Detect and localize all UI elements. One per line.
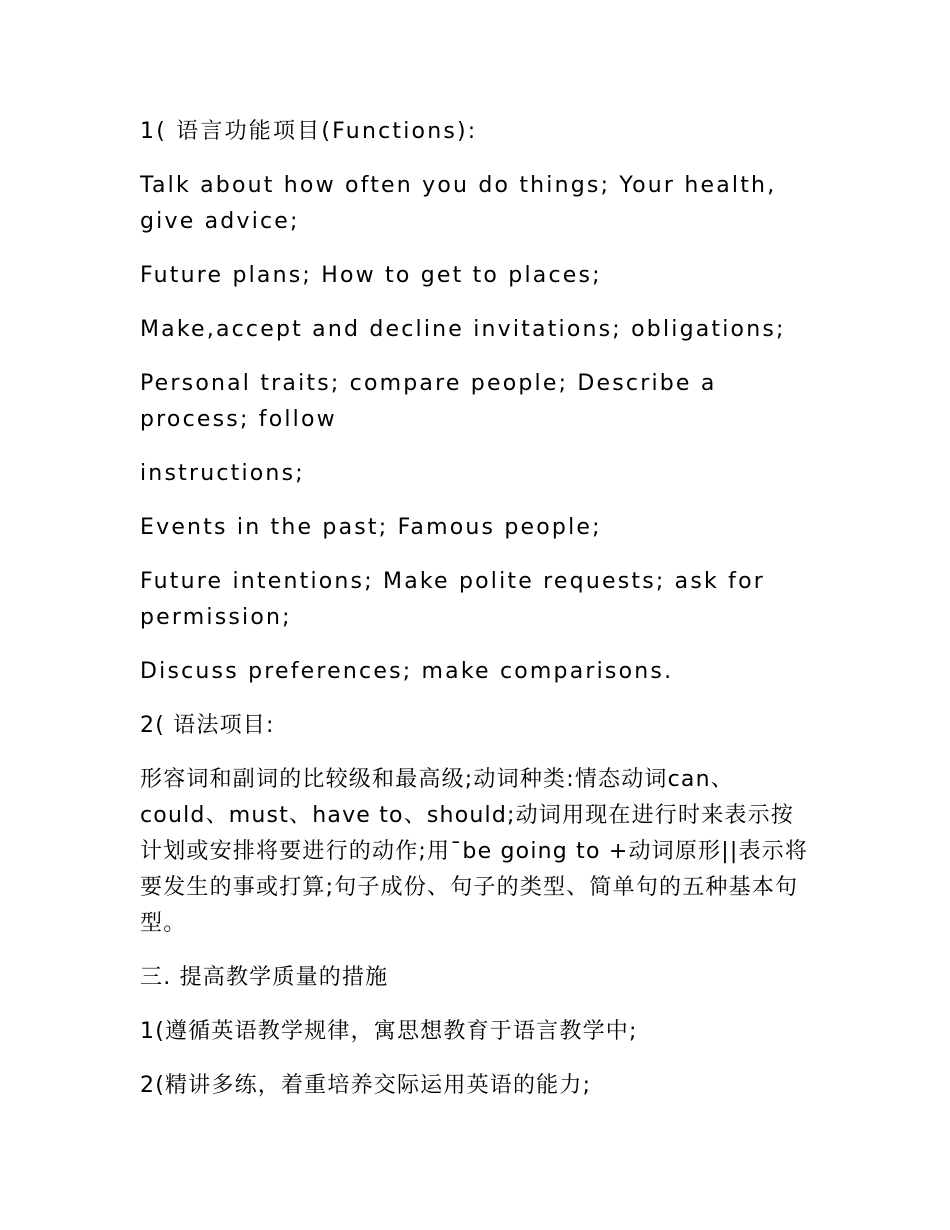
grammar-items-text: 形容词和副词的比较级和最高级;动词种类:情态动词can、could、must、have to、should;动词用现在进行时来表示按计划或安排将要进行的动作;用ˉbe going to +动词原形||表示将要发生的事或打算;句子成份、句子的类型、简单句的五种基本句型。 xyxy=(140,767,809,936)
function-item-preferences: Discuss preferences; make comparisons. xyxy=(140,659,674,684)
function-item-future-plans: Future plans; How to get to places; xyxy=(140,263,602,288)
function-item-future-intentions: Future intentions; Make polite requests; ask for permission; xyxy=(140,569,765,630)
function-item-instructions: instructions; xyxy=(140,461,305,486)
measure-item-2: 2(精讲多练，着重培养交际运用英语的能力; xyxy=(140,1073,592,1098)
document-body xyxy=(140,114,810,1122)
function-item-personal-traits: Personal traits; compare people; Describe a process; follow xyxy=(140,371,717,432)
heading-language-functions: 1( 语言功能项目(Functions): xyxy=(140,119,478,144)
function-item-health: Talk about how often you do things; Your health, give advice; xyxy=(140,173,777,234)
function-item-invitations: Make,accept and decline invitations; obligations; xyxy=(140,317,786,342)
function-item-past-events: Events in the past; Famous people; xyxy=(140,515,602,540)
heading-grammar-items: 2( 语法项目: xyxy=(140,713,275,738)
measure-item-1: 1(遵循英语教学规律，寓思想教育于语言教学中; xyxy=(140,1019,638,1044)
heading-teaching-measures: 三. 提高教学质量的措施 xyxy=(140,965,389,990)
